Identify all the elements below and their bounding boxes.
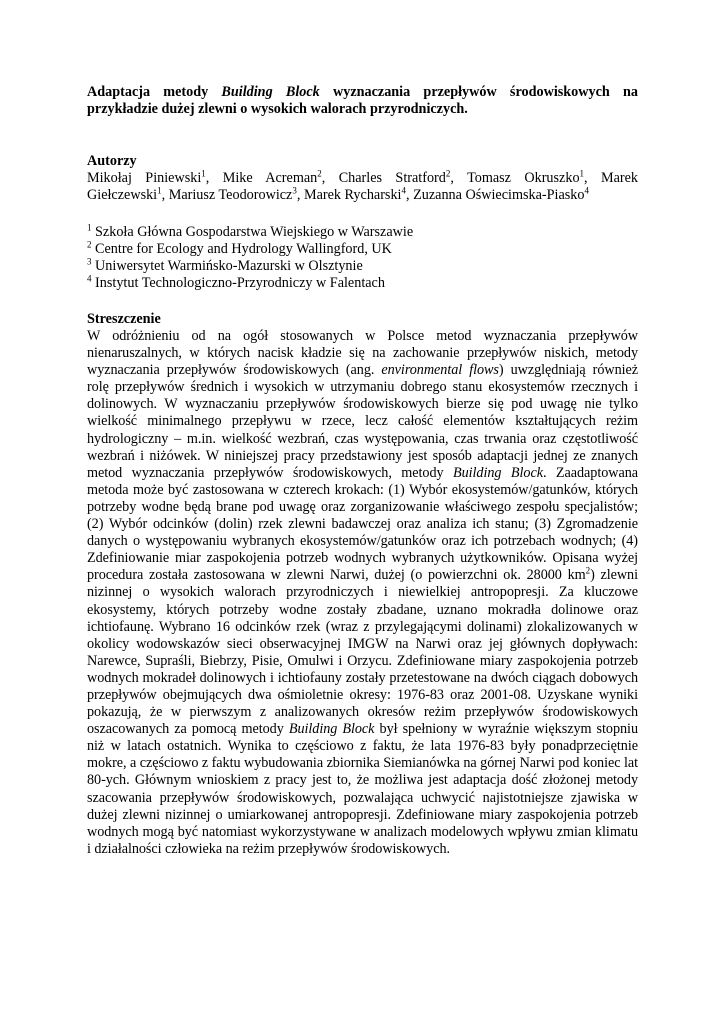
title-text-1: Adaptacja metody [87, 84, 222, 100]
author-affiliation-mark: 1 [157, 185, 162, 196]
affiliation-number: 1 [87, 222, 92, 233]
affiliation-text: Uniwersytet Warmińsko-Mazurski w Olsztynie [95, 258, 363, 274]
affiliation-text: Szkoła Główna Gospodarstwa Wiejskiego w Warszawie [95, 224, 414, 240]
title-method-name: Building Block [221, 84, 320, 100]
abstract-text: ) zlewni nizinnej o wysokich walorach przyrodniczych i niewielkiej antropopresji. Za kluczowe ekosystemy, których potrzeby wodne zostały zbadane, uznano mokradła dolinowe oraz ichtiofaunę. Wybrano 16 odcinków rzek (wraz z przylegającymi dolinami) zlokalizowanych w okolicy wodowskazów sieci obserwacyjnej IMGW na Narwi oraz jej głównych dopływach: Narewce, Supraśli, Biebrzy, Pisie, Omulwi i Orzycu. Zdefiniowane miary zaspokojenia potrzeb wodnych mokradeł dolinowych i ichtiofauny zostały przetestowane na dwóch ciągach dobowych przepływów obejmujących dwa ośmioletnie okresy: 1976-83 oraz 2001-08. Uzyskane wyniki pokazują, że w pierwszym z analizowanych okresów reżim przepływów środowiskowych oszacowanych za pomocą metody [87, 567, 638, 738]
affiliations-list [87, 224, 638, 292]
affiliation-number: 4 [87, 273, 92, 284]
authors-heading: Autorzy [87, 153, 137, 169]
area-unit-superscript: 2 [585, 565, 591, 576]
author-affiliation-mark: 1 [579, 168, 585, 179]
abstract-text: W odróżnieniu od na ogół stosowanych w Polsce metod wyznaczania przepływów nienaruszalnych, w których nacisk kładzie się na zachowanie przepływów niskich, metody wyznaczania przepływów środowiskowych (ang. [87, 328, 638, 379]
abstract-italic-term: Building Block [452, 464, 543, 481]
paper-title [87, 84, 638, 118]
author-name: Charles Stratford [338, 170, 446, 186]
author-affiliation-mark: 4 [584, 185, 589, 196]
affiliation-item [87, 258, 638, 275]
author-affiliation-mark: 4 [401, 185, 406, 196]
author-name: Marek Rycharski [303, 187, 402, 203]
abstract-text: ) uwzględniają również rolę przepływów średnich i wysokich w utrzymaniu dobrego stanu ekosystemów rzecznych i dolinowych. W wyznaczaniu przepływów środowiskowych bierze się pod uwagę nie tylko wielkość minimalnego przepływu w rzece, lecz całość elementów kształtujących reżim hydrologiczny – m.in. wielkość wezbrań, czas występowania, czas trwania oraz częstotliwość wezbrań i niżówek. W niniejszej pracy przedstawiony jest sposób adaptacji jednej ze znanych metod wyznaczania przepływów środowiskowych, metody [87, 362, 639, 481]
abstract-text: . Zaadaptowana metoda może być zastosowana w czterech krokach: (1) Wybór ekosystemów/gatunków, których potrzeby wodne będą brane pod uwagę oraz zorganizowanie właściwego zespołu specjalistów; (2) Wybór odcinków (dolin) rzek zlewni badawczej oraz analiza ich stanu; (3) Zgromadzenie danych o występowaniu wybranych ekosystemów/gatunków oraz ich potrzebach wodnych; (4) Zdefiniowanie miar zaspokojenia potrzeb wodnych wybranych użytkowników. Opisana wyżej procedura została zastosowana w zlewni Narwi, dużej (o powierzchni ok. 28000 km [87, 464, 639, 584]
affiliation-text: Centre for Ecology and Hydrology Wallingford, UK [95, 241, 392, 257]
author-name: Marek Giełczewski [87, 170, 639, 203]
abstract-italic-term: environmental flows [381, 362, 499, 379]
affiliation-item [87, 224, 638, 241]
affiliation-text: Instytut Technologiczno-Przyrodniczy w Falentach [95, 275, 385, 291]
author-affiliation-mark: 3 [292, 185, 297, 196]
author-name: Zuzanna Oświecimska-Piasko [413, 187, 585, 203]
author-name: Mikołaj Piniewski [87, 170, 202, 186]
affiliation-number: 2 [87, 239, 92, 250]
author-affiliation-mark: 2 [317, 168, 322, 179]
abstract-text: był spełniony w wyraźnie większym stopniu niż w latach ostatnich. Wynika to częściowo z faktu, że lata 1976-83 były ponadprzeciętnie mokre, a częściowo z faktu wybudowania zbiornika Siemianówka na górnej Narwi pod koniec lat 80-ych. Głównym wnioskiem z pracy jest to, że możliwa jest adaptacja dość złożonej metody szacowania przepływów środowiskowych, pozwalająca uchwycić najistotniejsze zjawiska w dużej zlewni nizinnej o umiarkowanej antropopresji. Zdefiniowane miary zaspokojenia potrzeb wodnych mogą być natomiast wykorzystywane w analizach modelowych wpływu zmian klimatu i działalności człowieka na reżim przepływów środowiskowych. [87, 721, 638, 857]
abstract-heading: Streszczenie [87, 311, 161, 327]
author-affiliation-mark: 2 [445, 168, 451, 179]
author-affiliation-mark: 1 [201, 168, 206, 179]
paper-page [87, 84, 638, 858]
abstract-italic-term: Building Block [288, 721, 375, 738]
affiliation-number: 3 [87, 256, 92, 267]
abstract-body [87, 328, 638, 858]
affiliation-item [87, 275, 638, 292]
author-name: Mariusz Teodorowicz [168, 187, 293, 203]
authors-list: Mikołaj Piniewski$^1$, Mike Acreman$^2$, Charles Stratford$^2$, Tomasz Okruszko$^1$, Marek Giełczewski$^1$, Mariusz Teodorowicz$^3$, Marek Rycharski$^4$, Zuzanna Oświecimska-Piasko$^4$ [87, 168, 639, 203]
title-text-2: wyznaczania przepływów środowiskowych na przykładzie dużej zlewni o wysokich walorach przyrodniczych. [87, 84, 638, 117]
author-name: Mike Acreman [222, 170, 318, 186]
author-name: Tomasz Okruszko [467, 170, 580, 186]
affiliation-item [87, 241, 638, 258]
